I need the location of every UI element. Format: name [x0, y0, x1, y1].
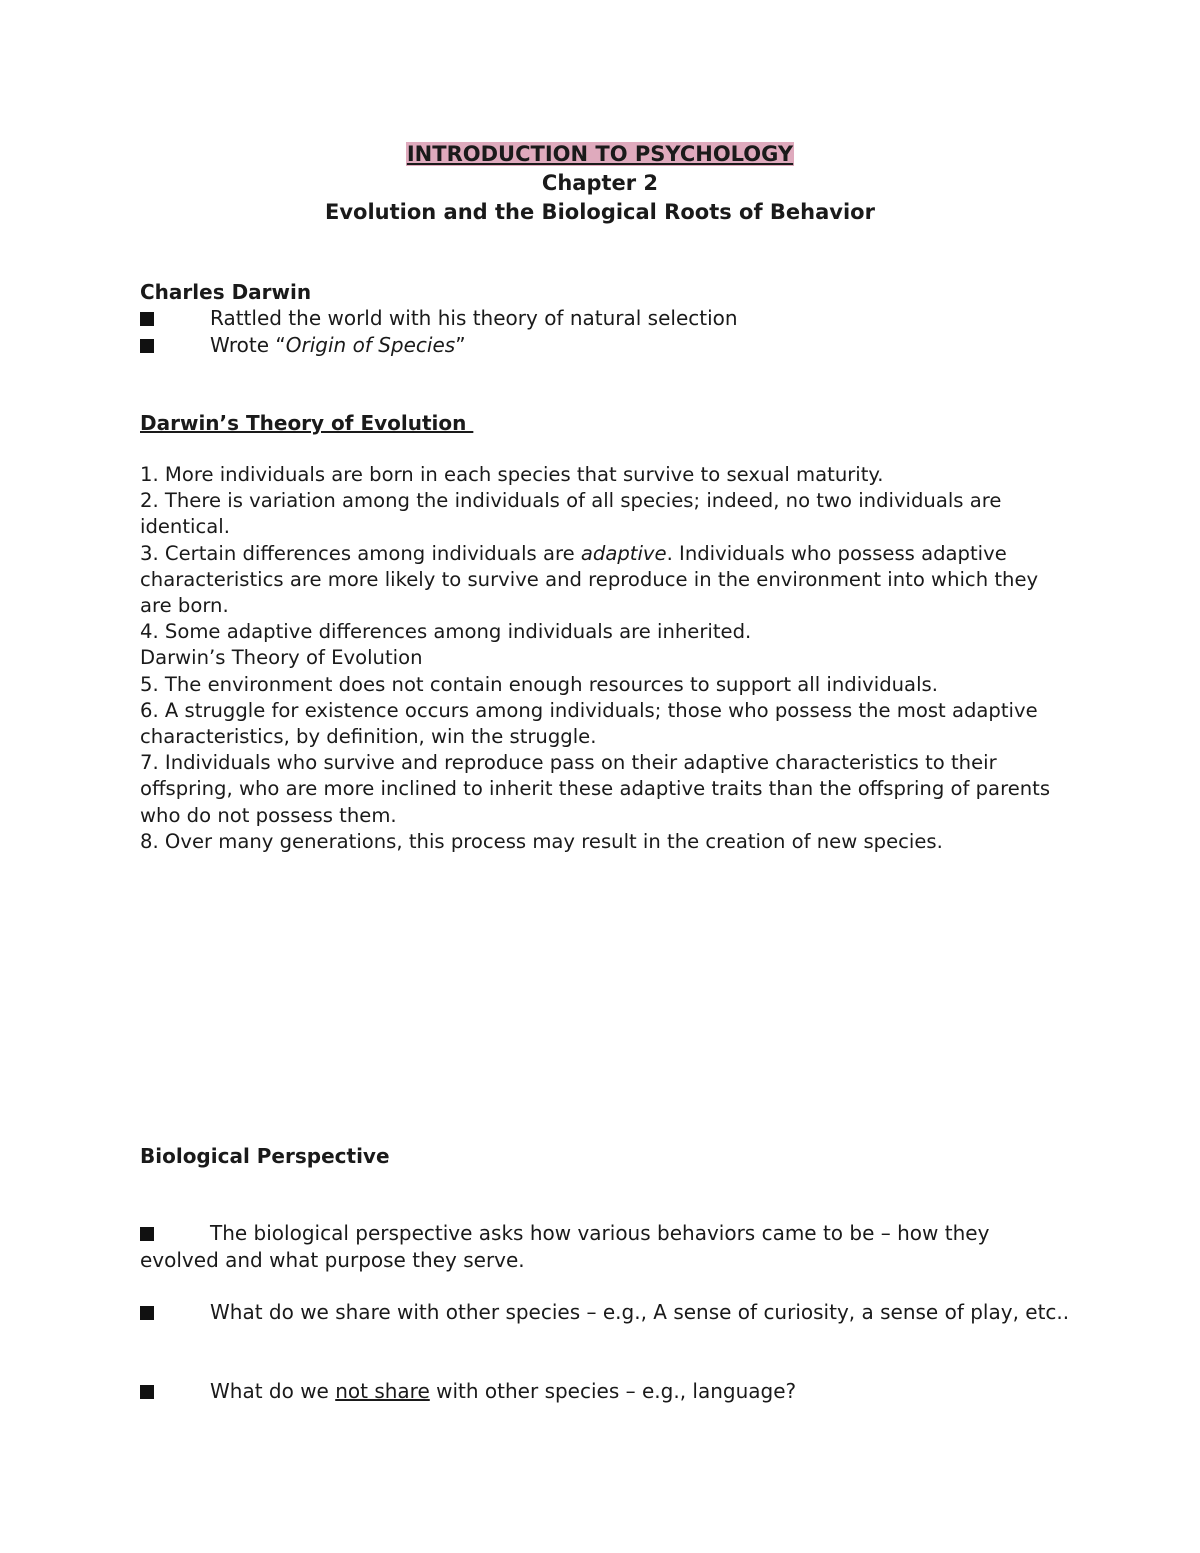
biological-bullet-1 [140, 1220, 1070, 1274]
darwin-bullet-2-pre: Wrote “ [210, 333, 286, 357]
document-title: INTRODUCTION TO PSYCHOLOGY [406, 142, 794, 166]
biological-bullet-3-post: with other species – e.g., language? [429, 1379, 797, 1403]
theory-item-3-pre: 3. Certain differences among individuals are [140, 541, 581, 565]
theory-item-3-em: adaptive [580, 541, 667, 565]
theory-item-3 [140, 541, 1070, 620]
square-bullet-icon [140, 339, 154, 353]
theory-item-8: 8. Over many generations, this process may result in the creation of new species. [140, 829, 943, 853]
square-bullet-icon [140, 312, 154, 326]
theory-heading: Darwin’s Theory of Evolution [140, 411, 474, 435]
theory-list [140, 462, 1070, 855]
square-bullet-icon [140, 1227, 154, 1241]
darwin-bullet-2-book: Origin of Species [285, 333, 456, 357]
biological-bullet-3 [140, 1378, 1070, 1405]
square-bullet-icon [140, 1385, 154, 1399]
darwin-bullet-2-post: ” [455, 333, 466, 357]
darwin-bullet-1-text: Rattled the world with his theory of natural selection [210, 306, 738, 330]
biological-bullet-3-underlined: not share [335, 1379, 430, 1403]
chapter-label: Chapter 2 [541, 171, 659, 195]
biological-bullet-2 [140, 1299, 1070, 1326]
theory-item-6: 6. A struggle for existence occurs among individuals; those who possess the most adaptive characteristics, by definition, win the struggle. [140, 698, 1038, 749]
biological-bullet-2-text: What do we share with other species – e.g., A sense of curiosity, a sense of play, etc.. [210, 1300, 1070, 1324]
biological-heading: Biological Perspective [140, 1144, 390, 1168]
theory-item-2: 2. There is variation among the individuals of all species; indeed, no two individuals are identical. [140, 489, 1002, 539]
darwin-bullet-1 [140, 305, 1070, 331]
theory-item-7: 7. Individuals who survive and reproduce pass on their adaptive characteristics to their offspring, who are more inclined to inherit these adaptive traits than the offspring of parents who do not possess them. [140, 751, 1051, 827]
theory-item-5: 5. The environment does not contain enough resources to support all individuals. [140, 672, 938, 696]
chapter-subtitle: Evolution and the Biological Roots of Behavior [325, 200, 875, 224]
title-block [0, 140, 1200, 227]
darwin-heading: Charles Darwin [140, 280, 312, 304]
biological-bullet-3-pre: What do we [210, 1379, 336, 1403]
theory-item-1: 1. More individuals are born in each species that survive to sexual maturity. [140, 463, 884, 486]
square-bullet-icon [140, 1306, 154, 1320]
biological-bullet-1-text: The biological perspective asks how various behaviors came to be – how they evolved and what purpose they serve. [140, 1221, 990, 1272]
darwin-bullet-2 [140, 332, 1070, 358]
theory-subheading: Darwin’s Theory of Evolution [140, 646, 423, 670]
theory-item-3-post: . Individuals who possess adaptive characteristics are more likely to survive and reproduce in the environment into which they are born. [140, 541, 1039, 618]
theory-item-4: 4. Some adaptive differences among individuals are inherited. [140, 620, 752, 644]
